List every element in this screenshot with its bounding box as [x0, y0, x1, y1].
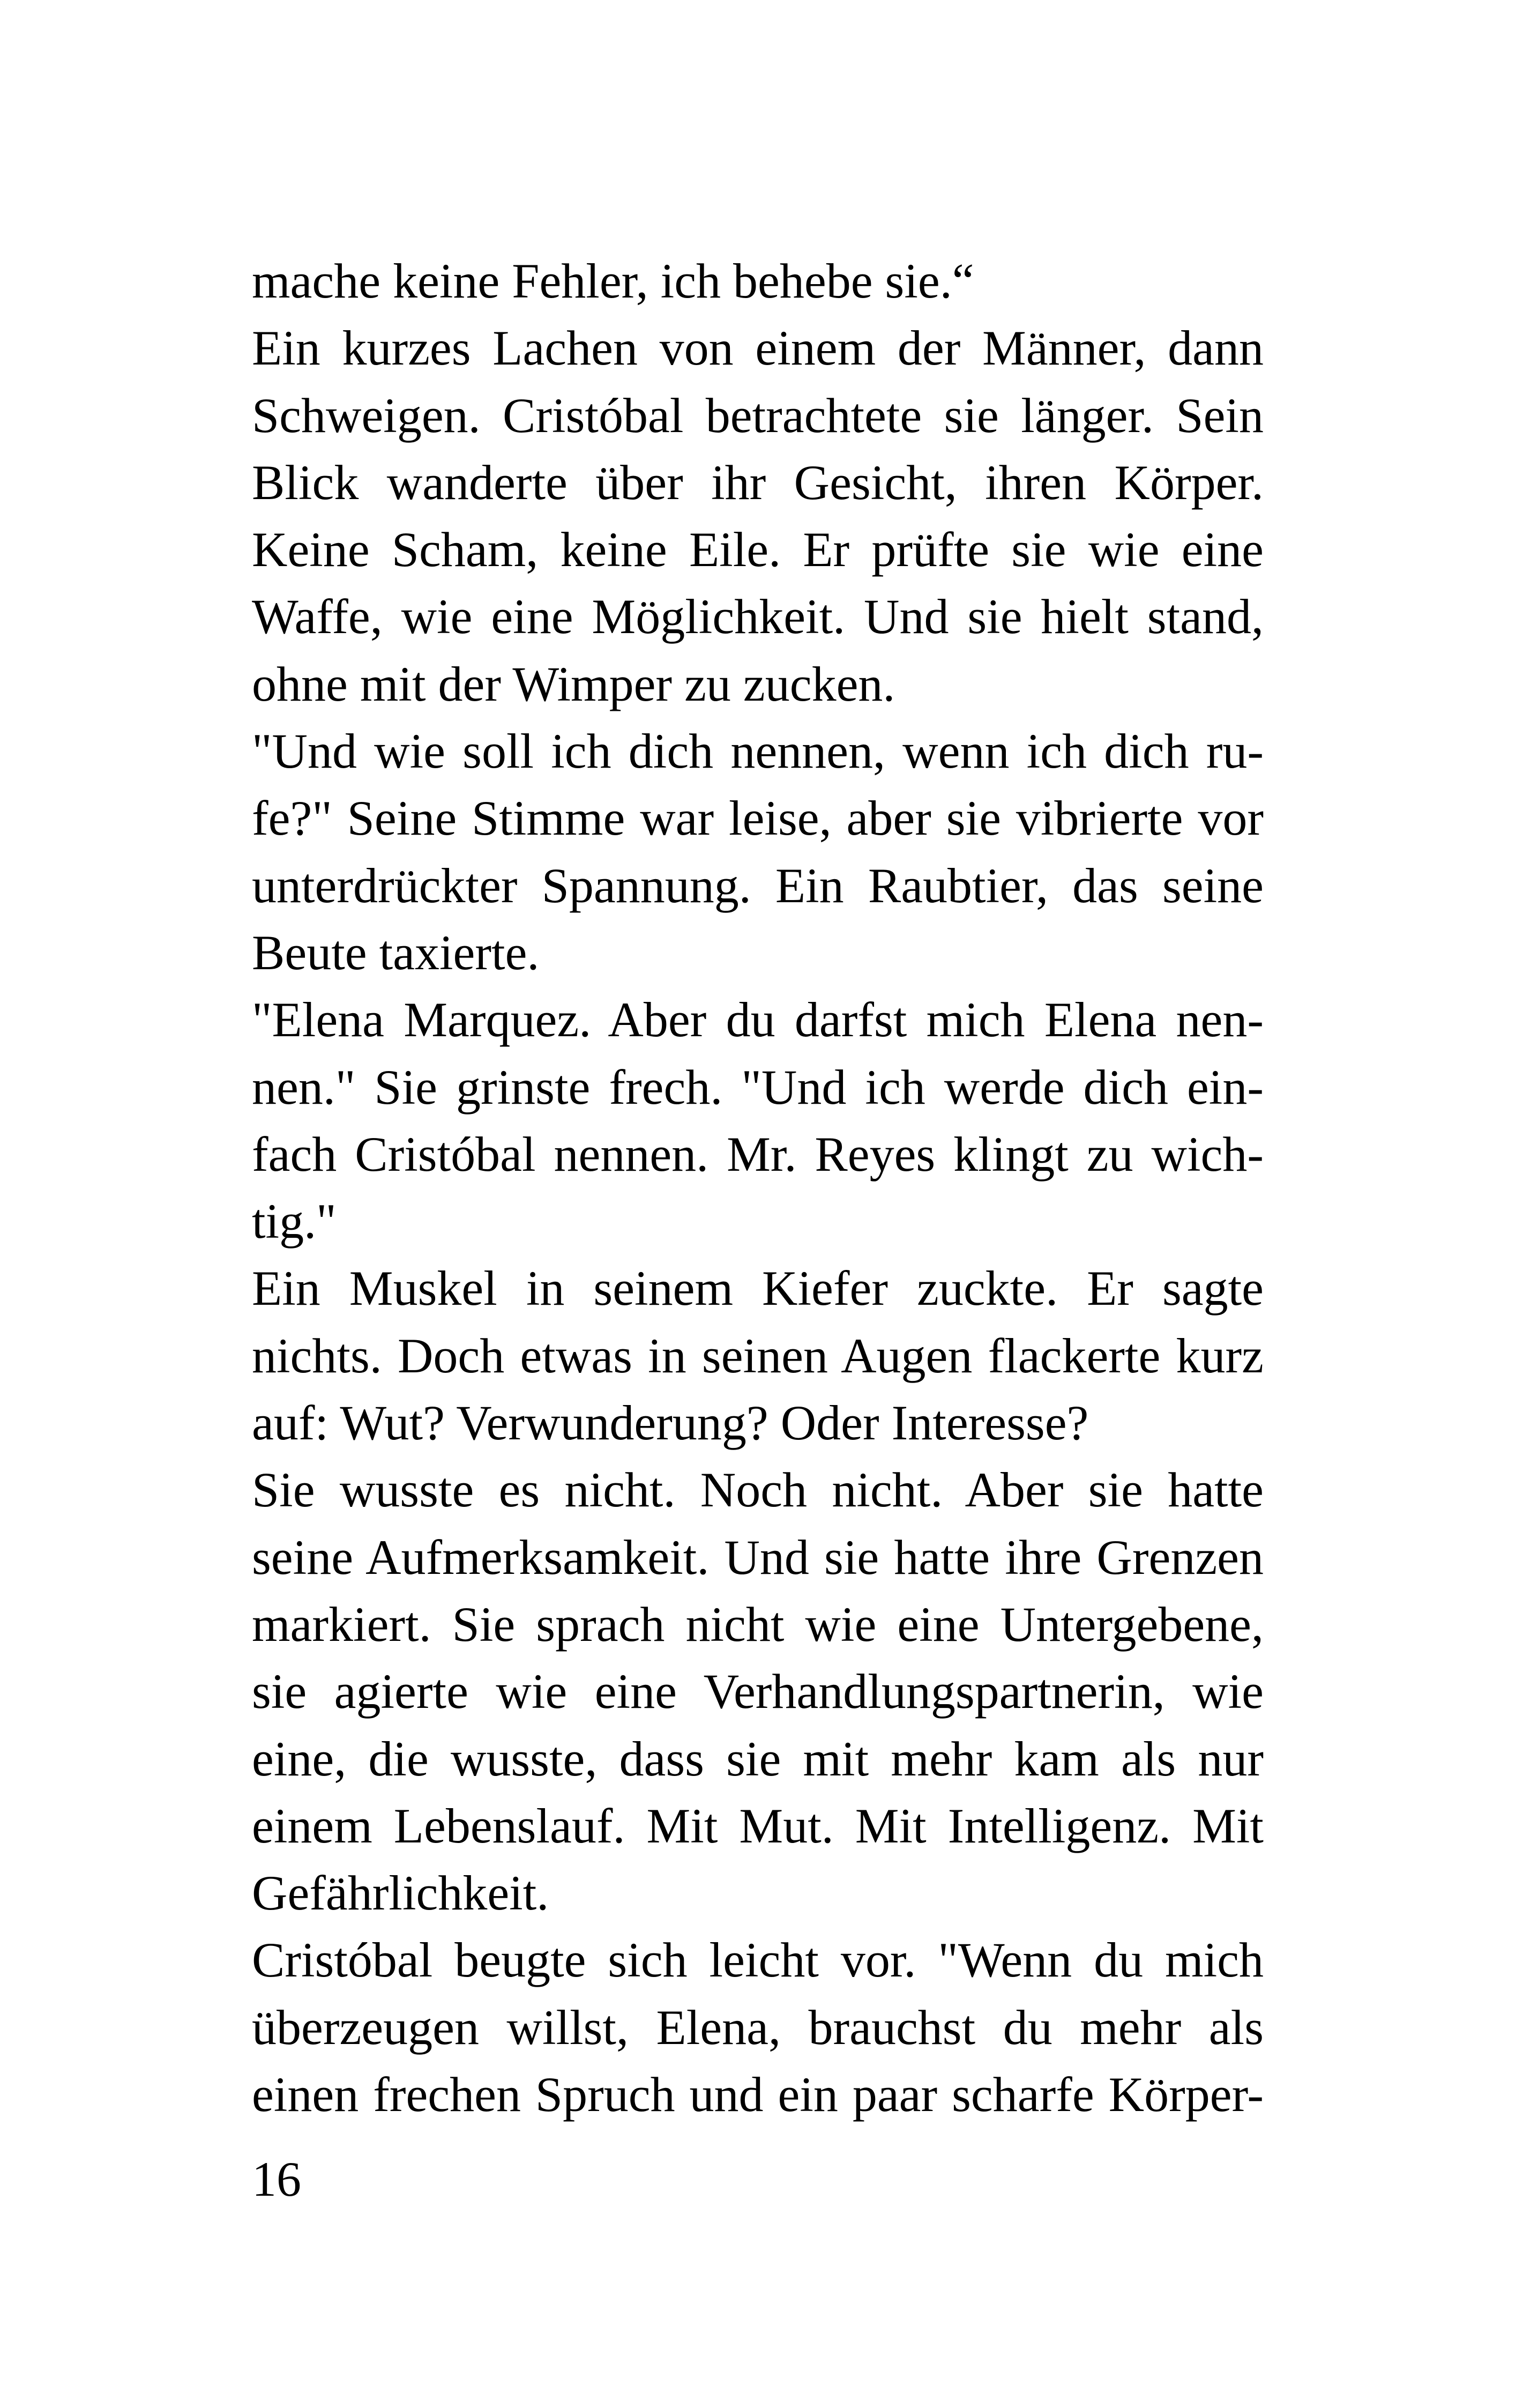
- text-line: Cristóbal beugte sich leicht vor. "Wenn du mich: [252, 1933, 1264, 1988]
- text-line: Keine Scham, keine Eile. Er prüfte sie wie eine: [252, 522, 1264, 577]
- text-line: "Elena Marquez. Aber du darfst mich Elena nen-: [252, 992, 1264, 1047]
- text-line: Schweigen. Cristóbal betrachtete sie länger. Sein: [252, 388, 1264, 443]
- text-line: markiert. Sie sprach nicht wie eine Untergebene,: [252, 1596, 1264, 1652]
- text-line: überzeugen willst, Elena, brauchst du mehr als: [252, 2000, 1264, 2055]
- text-line: Ein Muskel in seinem Kiefer zuckte. Er sagte: [252, 1261, 1264, 1316]
- text-line: Ein kurzes Lachen von einem der Männer, dann: [252, 321, 1264, 376]
- text-line: einen frechen Spruch und ein paar scharfe Körper-: [252, 2067, 1264, 2122]
- text-line: auf: Wut? Verwunderung? Oder Interesse?: [252, 1395, 1089, 1451]
- text-line: sie agierte wie eine Verhandlungspartnerin, wie: [252, 1664, 1264, 1719]
- text-line: Gefährlichkeit.: [252, 1866, 549, 1921]
- text-line: nen." Sie grinste frech. "Und ich werde dich ein-: [252, 1059, 1264, 1114]
- text-line: tig.": [252, 1194, 337, 1249]
- page-number: 16: [252, 2152, 301, 2206]
- text-line: Blick wanderte über ihr Gesicht, ihren Körper.: [252, 455, 1264, 510]
- text-line: eine, die wusste, dass sie mit mehr kam als nur: [252, 1731, 1264, 1786]
- text-line: Beute taxierte.: [252, 925, 540, 980]
- text-line: fe?" Seine Stimme war leise, aber sie vibrierte vor: [252, 791, 1264, 846]
- text-line: Sie wusste es nicht. Noch nicht. Aber sie hatte: [252, 1462, 1264, 1518]
- text-line: einem Lebenslauf. Mit Mut. Mit Intelligenz. Mit: [252, 1798, 1264, 1853]
- text-line: nichts. Doch etwas in seinen Augen flackerte kurz: [252, 1328, 1264, 1383]
- text-line: unterdrückter Spannung. Ein Raubtier, das seine: [252, 858, 1264, 913]
- text-line: seine Aufmerksamkeit. Und sie hatte ihre Grenzen: [252, 1529, 1264, 1585]
- text-line: mache keine Fehler, ich behebe sie.“: [252, 254, 974, 308]
- text-line: "Und wie soll ich dich nennen, wenn ich dich ru-: [252, 724, 1264, 779]
- text-line: fach Cristóbal nennen. Mr. Reyes klingt zu wich-: [252, 1126, 1264, 1181]
- text-line: Waffe, wie eine Möglichkeit. Und sie hielt stand,: [252, 589, 1264, 644]
- text-line: ohne mit der Wimper zu zucken.: [252, 656, 895, 711]
- body-text: [252, 248, 1264, 2128]
